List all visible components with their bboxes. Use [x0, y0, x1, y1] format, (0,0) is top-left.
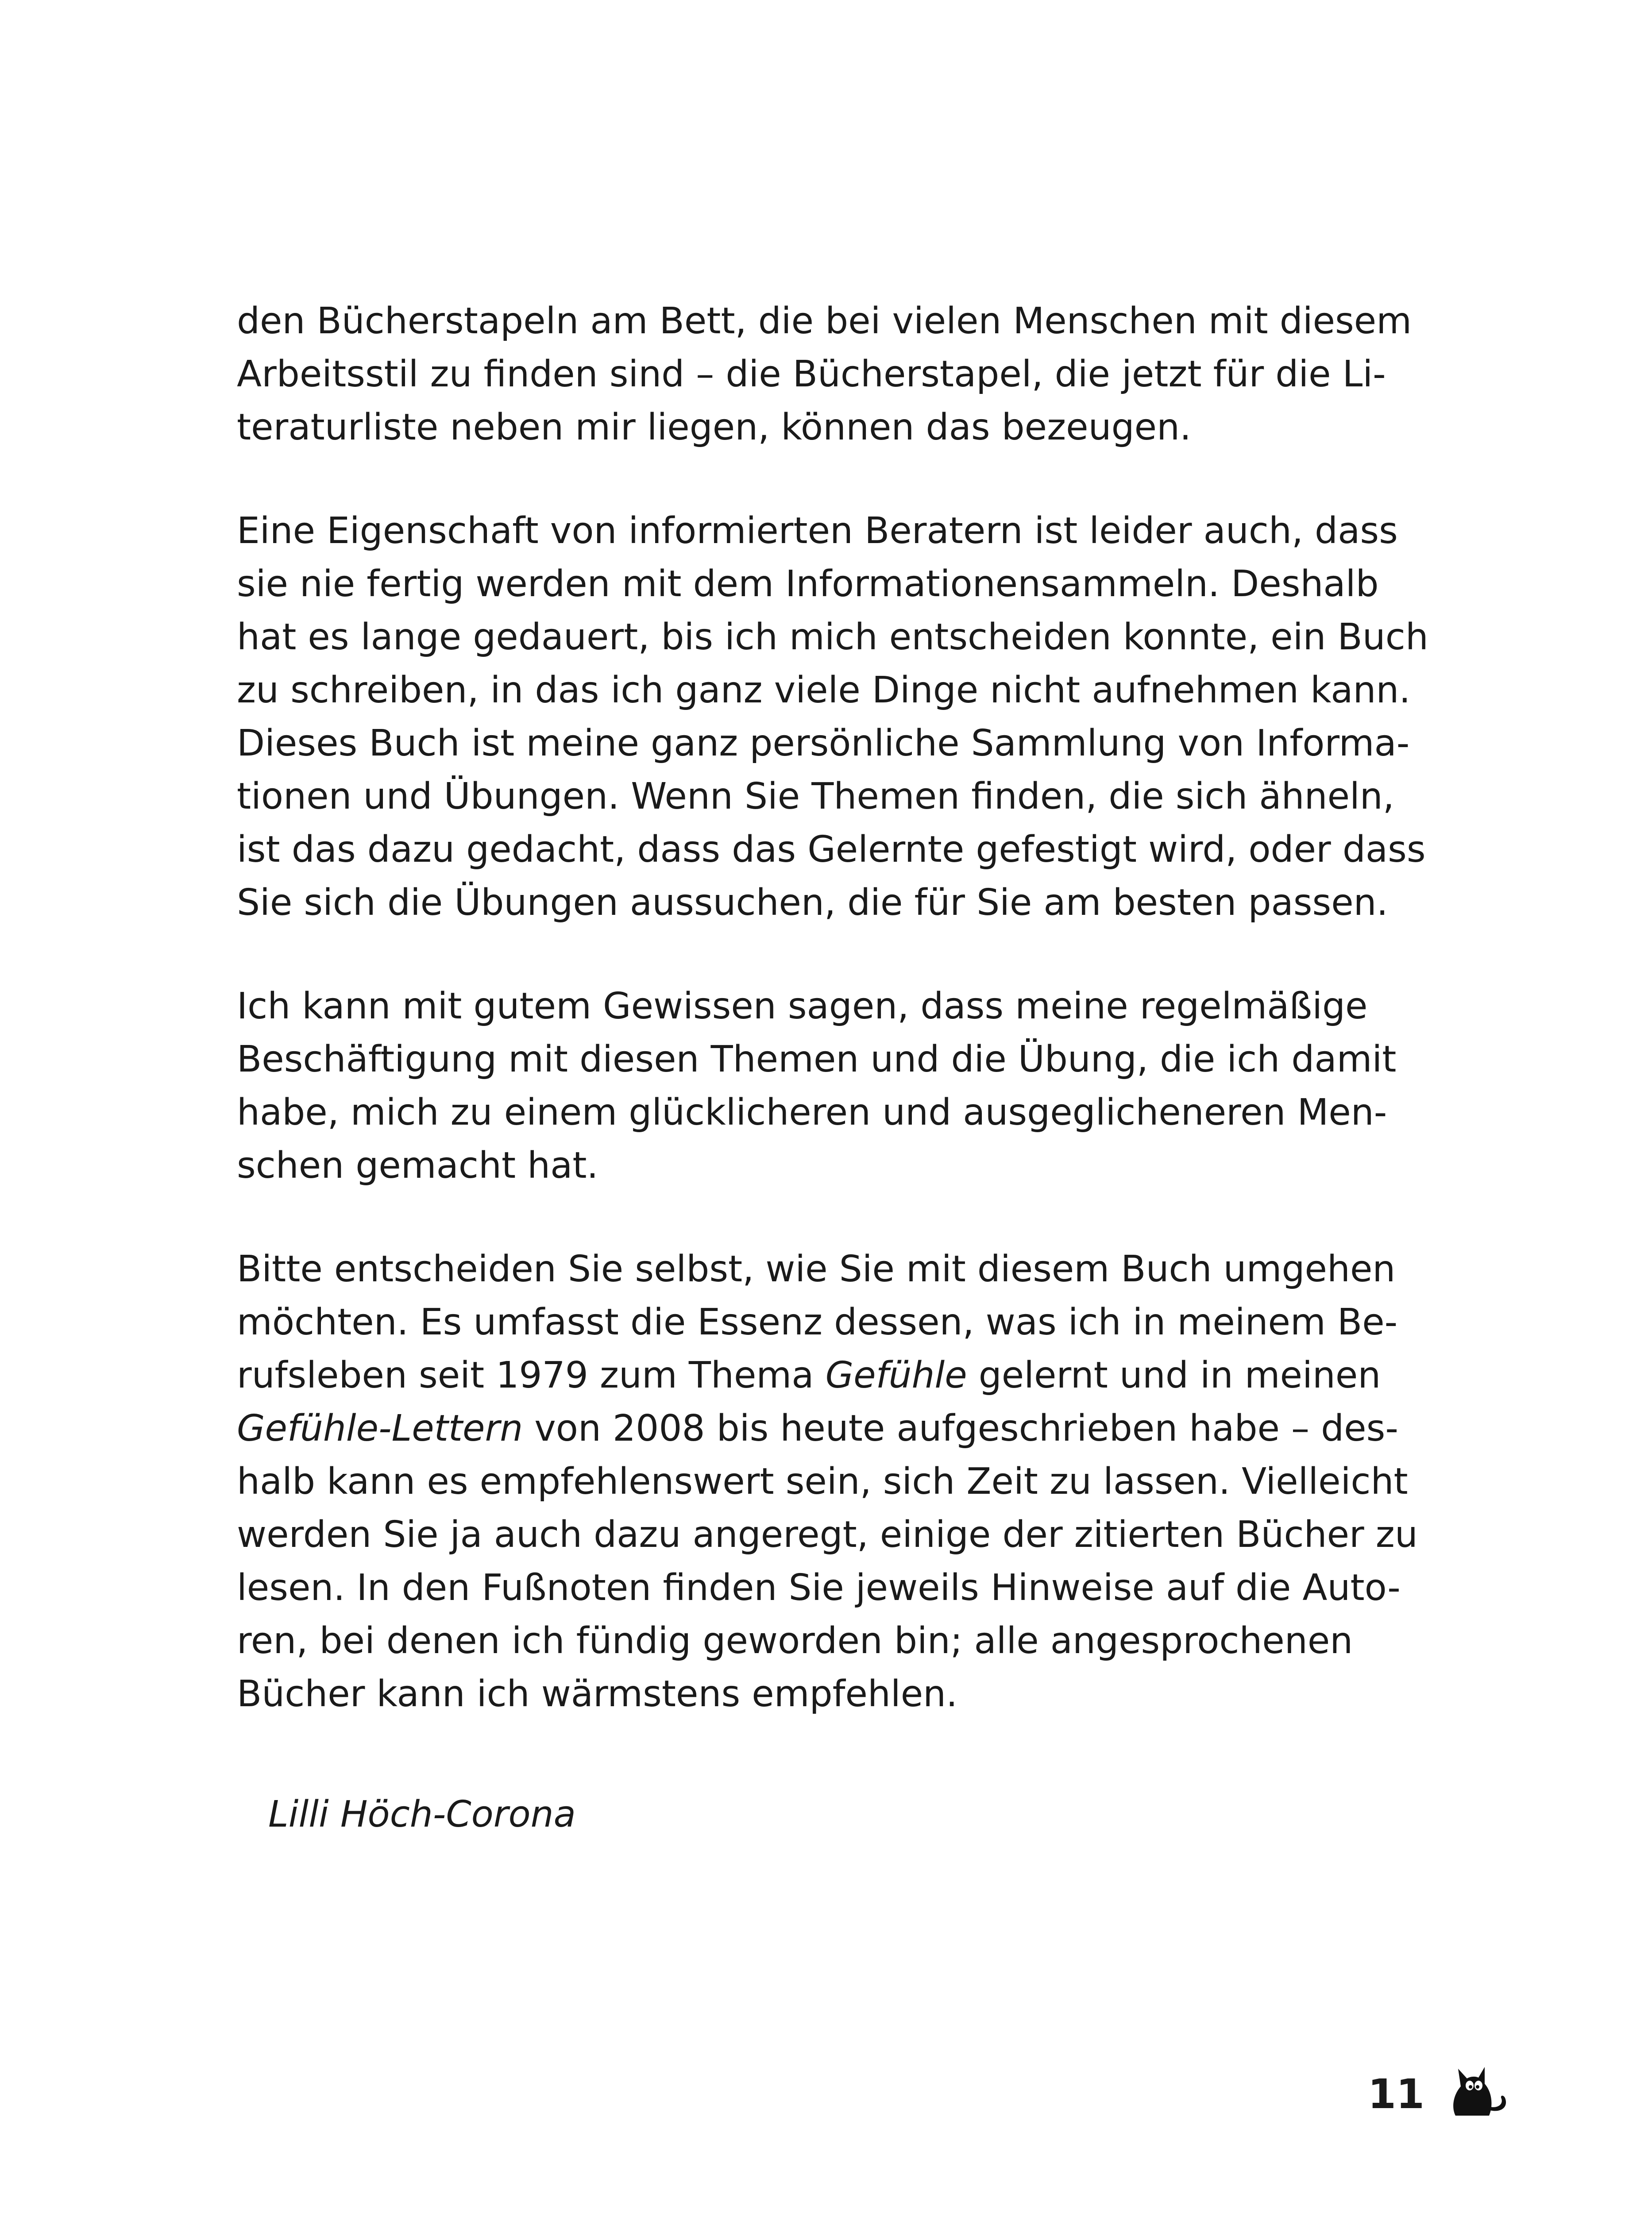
paragraph: [237, 1243, 1418, 1721]
text-line: den Bücherstapeln am Bett, die bei vielen Menschen mit diesem: [237, 300, 1412, 342]
text-line: [237, 1349, 1381, 1402]
text-line: möchten. Es umfasst die Essenz dessen, was ich in meinem Be-: [237, 1301, 1398, 1343]
text-line: Arbeitsstil zu finden sind – die Bücherstapel, die jetzt für die Li-: [237, 353, 1386, 395]
text-line: zu schreiben, in das ich ganz viele Dinge nicht aufnehmen kann.: [237, 669, 1411, 711]
emphasis-text: Gefühle: [825, 1354, 967, 1396]
text-line: sie nie fertig werden mit dem Informationensammeln. Deshalb: [237, 563, 1379, 605]
text-line: ist das dazu gedacht, dass das Gelernte gefestigt wird, oder dass: [237, 829, 1426, 871]
emphasis-text: Gefühle-Lettern: [237, 1407, 523, 1450]
text-line: ren, bei denen ich fündig geworden bin; alle angesprochenen: [237, 1620, 1353, 1662]
text-line: tionen und Übungen. Wenn Sie Themen finden, die sich ähneln,: [237, 775, 1394, 817]
text-line: lesen. In den Fußnoten finden Sie jeweils Hinweise auf die Auto-: [237, 1567, 1401, 1609]
page-number: 11: [1368, 2070, 1425, 2118]
author-signature: Lilli Höch-Corona: [268, 1793, 576, 1835]
text-line: halb kann es empfehlenswert sein, sich Zeit zu lassen. Vielleicht: [237, 1461, 1408, 1503]
paragraph-gap: [237, 1192, 1326, 1243]
paragraph-gap: [237, 929, 1326, 980]
text-line: hat es lange gedauert, bis ich mich entscheiden konnte, ein Buch: [237, 616, 1428, 658]
text-segment: von 2008 bis heute aufgeschrieben habe – des-: [523, 1407, 1398, 1450]
paragraph: [237, 295, 1412, 454]
text-segment: gelernt und in meinen: [967, 1354, 1381, 1396]
cat-icon: [1447, 2054, 1512, 2120]
text-line: Bitte entscheiden Sie selbst, wie Sie mit diesem Buch umgehen: [237, 1248, 1396, 1290]
page-body: [237, 295, 1428, 1721]
text-line: werden Sie ja auch dazu angeregt, einige der zitierten Bücher zu: [237, 1514, 1418, 1556]
text-line: Dieses Buch ist meine ganz persönliche Sammlung von Informa-: [237, 722, 1410, 764]
text-line: Beschäftigung mit diesen Themen und die Übung, die ich damit: [237, 1038, 1397, 1080]
text-line: teraturliste neben mir liegen, können das bezeugen.: [237, 406, 1192, 448]
text-line: Eine Eigenschaft von informierten Beratern ist leider auch, dass: [237, 510, 1398, 552]
text-line: habe, mich zu einem glücklicheren und ausgeglicheneren Men-: [237, 1091, 1387, 1133]
text-line: Bücher kann ich wärmstens empfehlen.: [237, 1673, 958, 1715]
text-line: Ich kann mit gutem Gewissen sagen, dass meine regelmäßige: [237, 985, 1368, 1027]
text-line: Sie sich die Übungen aussuchen, die für Sie am besten passen.: [237, 882, 1388, 924]
text-line: [237, 1402, 1398, 1455]
text-segment: rufsleben seit 1979 zum Thema: [237, 1354, 826, 1396]
text-line: schen gemacht hat.: [237, 1145, 598, 1187]
paragraph: [237, 980, 1397, 1192]
paragraph-gap: [237, 454, 1326, 505]
paragraph: [237, 505, 1428, 929]
